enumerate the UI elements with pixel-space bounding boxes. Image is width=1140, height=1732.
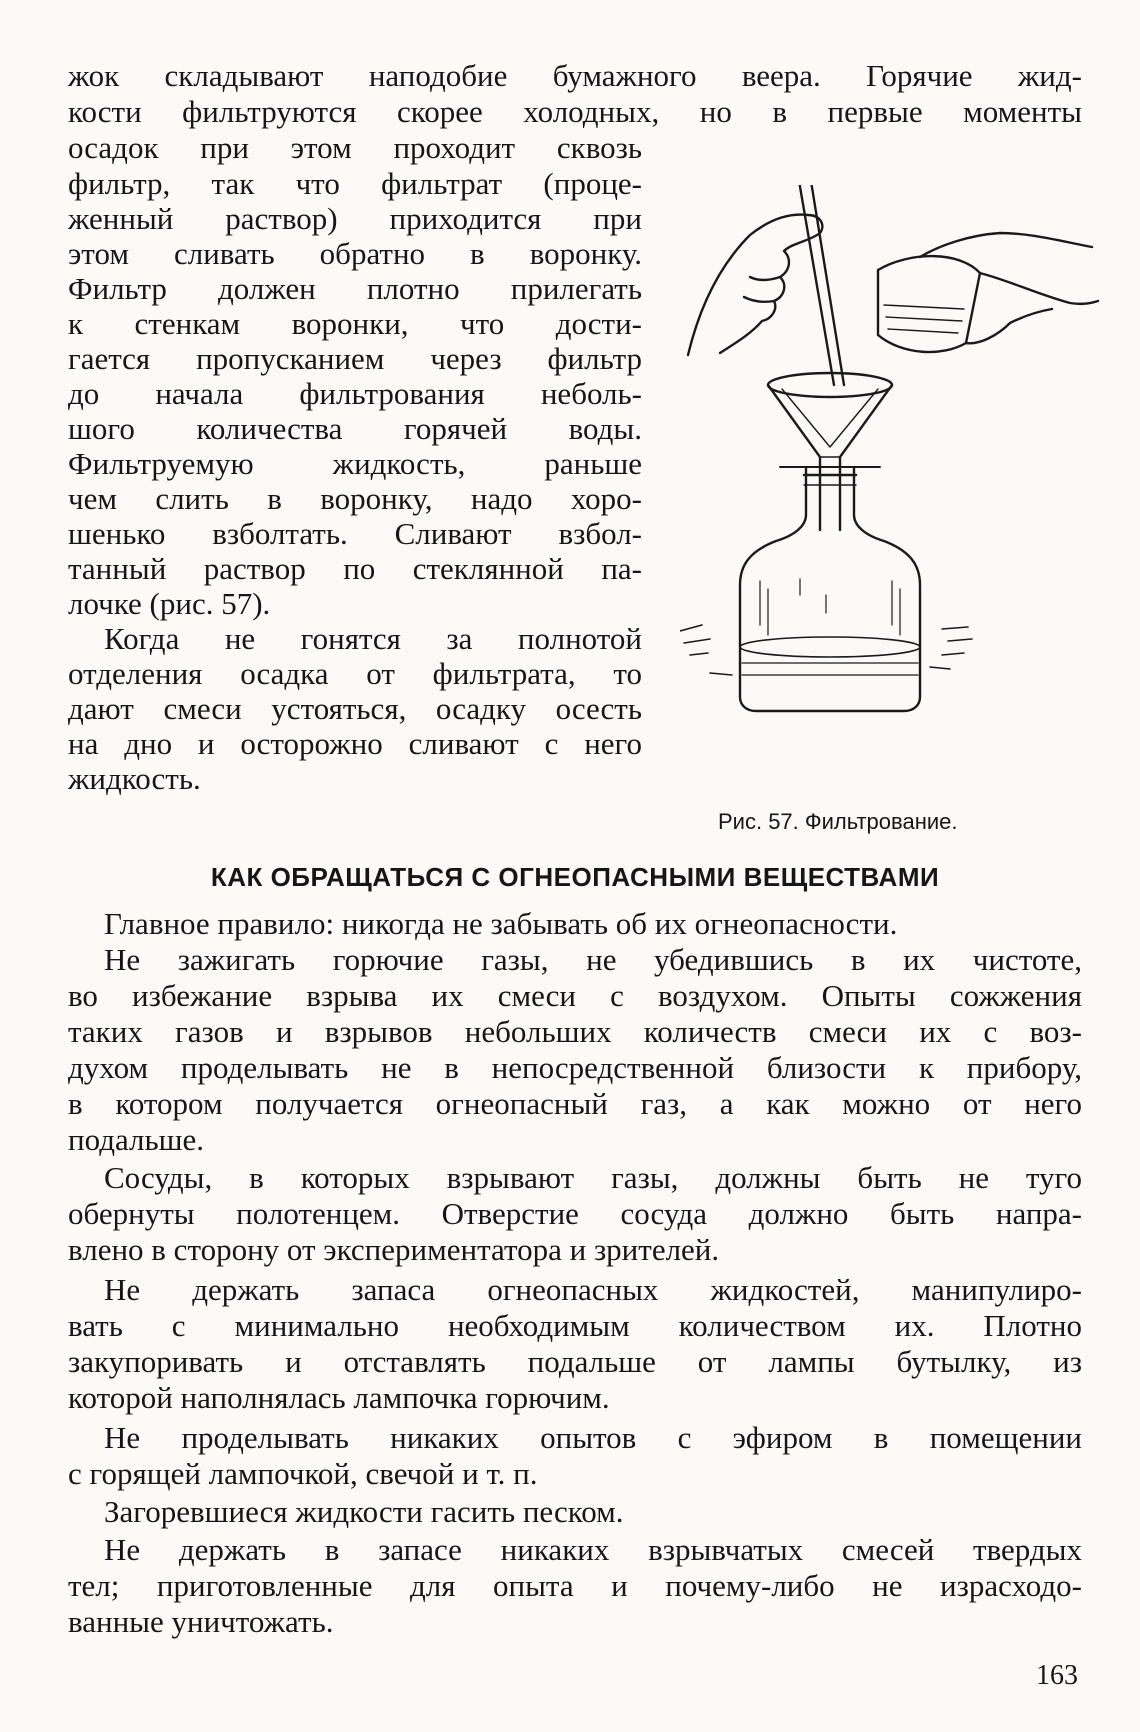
text-line: ванные уничтожать. bbox=[68, 1604, 334, 1639]
left-hand bbox=[688, 215, 822, 355]
text-line: Когда не гонятся за полнотой bbox=[104, 621, 642, 656]
text-line: шого количества горячей воды. bbox=[68, 411, 642, 446]
text-line: обернуты полотенцем. Отверстие сосуда должно быть напра- bbox=[68, 1196, 1082, 1231]
text-line: Не держать в запасе никаких взрывчатых смесей твердых bbox=[104, 1532, 1082, 1567]
text-line: Сосуды, в которых взрывают газы, должны быть не туго bbox=[104, 1160, 1082, 1195]
text-line: духом проделывать не в непосредственной близости к прибору, bbox=[68, 1050, 1082, 1085]
figure-caption: Рис. 57. Фильтрование. bbox=[718, 809, 958, 834]
text-line: Не проделывать никаких опытов с эфиром в помещении bbox=[104, 1420, 1082, 1455]
text-line: танный раствор по стеклянной па- bbox=[68, 551, 642, 586]
text-line: жидкость. bbox=[68, 761, 201, 796]
text-line: закупоривать и отставлять подальше от лампы бутылку, из bbox=[68, 1344, 1082, 1379]
text-line: женный раствор) приходится при bbox=[68, 201, 642, 236]
text-line: подальше. bbox=[68, 1122, 204, 1157]
text-line: Главное правило: никогда не забывать об их огнеопасности. bbox=[104, 906, 898, 941]
text-line: чем слить в воронку, надо хоро- bbox=[68, 481, 642, 516]
text-line: кости фильтруются скорее холодных, но в первые моменты bbox=[68, 94, 1082, 129]
text-line: гается пропусканием через фильтр bbox=[68, 341, 642, 376]
text-line: шенько взболтать. Сливают взбол- bbox=[68, 516, 642, 551]
text-line: дают смеси устояться, осадку осесть bbox=[68, 691, 642, 726]
text-line: в котором получается огнеопасный газ, а как можно от него bbox=[68, 1086, 1082, 1121]
text-line: лочке (рис. 57). bbox=[68, 586, 271, 621]
text-line: этом сливать обратно в воронку. bbox=[68, 236, 642, 271]
text-line: Фильтр должен плотно прилегать bbox=[68, 271, 642, 306]
filtration-illustration bbox=[680, 185, 1100, 785]
text-line: тел; приготовленные для опыта и почему-либо не израсходо- bbox=[68, 1568, 1082, 1603]
text-line: которой наполнялась лампочка горючим. bbox=[68, 1380, 610, 1415]
text-line: жок складывают наподобие бумажного веера. Горячие жид- bbox=[68, 58, 1082, 93]
text-line: Не зажигать горючие газы, не убедившись в их чистоте, bbox=[104, 942, 1082, 977]
text-line: к стенкам воронки, что дости- bbox=[68, 306, 642, 341]
text-line: влено в сторону от экспериментатора и зрителей. bbox=[68, 1232, 720, 1267]
text-line: на дно и осторожно сливают с него bbox=[68, 726, 642, 761]
filtrate-level bbox=[740, 637, 920, 657]
text-line: фильтр, так что фильтрат (проце- bbox=[68, 166, 642, 201]
text-line: Фильтруемую жидкость, раньше bbox=[68, 446, 642, 481]
text-line: Не держать запаса огнеопасных жидкостей, манипулиро- bbox=[104, 1272, 1082, 1307]
text-line: осадок при этом проходит сквозь bbox=[68, 130, 642, 165]
text-line: Загоревшиеся жидкости гасить песком. bbox=[104, 1494, 624, 1529]
text-line: вать с минимально необходимым количеством их. Плотно bbox=[68, 1308, 1082, 1343]
page-number: 163 bbox=[1036, 1660, 1078, 1691]
section-heading: КАК ОБРАЩАТЬСЯ С ОГНЕОПАСНЫМИ ВЕЩЕСТВАМИ bbox=[210, 862, 940, 892]
text-line: во избежание взрыва их смеси с воздухом. Опыты сожжения bbox=[68, 978, 1082, 1013]
funnel bbox=[768, 373, 892, 397]
text-line: до начала фильтрования неболь- bbox=[68, 376, 642, 411]
text-line: таких газов и взрывов небольших количеств смеси их с воз- bbox=[68, 1014, 1082, 1049]
text-line: отделения осадка от фильтрата, то bbox=[68, 656, 642, 691]
beaker bbox=[878, 256, 980, 352]
text-line: с горящей лампочкой, свечой и т. п. bbox=[68, 1456, 538, 1491]
right-hand bbox=[920, 233, 1092, 257]
